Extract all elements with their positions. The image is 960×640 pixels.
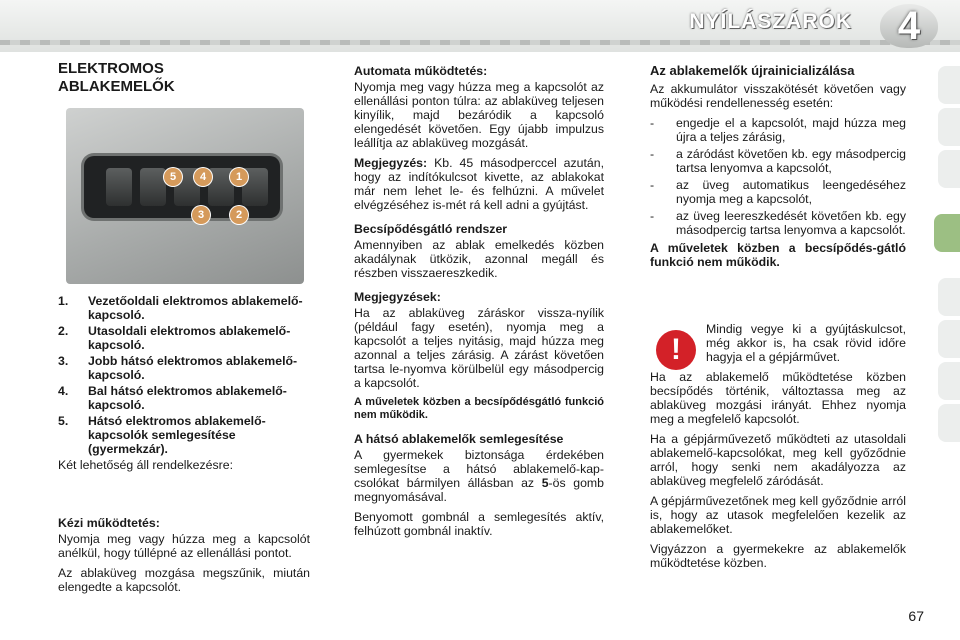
switch-list [58, 294, 310, 456]
callout-badge: 1 [230, 168, 248, 186]
side-tab [938, 362, 960, 400]
manual-section [58, 516, 310, 600]
reinit-steps [650, 116, 906, 237]
anti-pinch-paragraph: Amennyiben az ablak emelkedés közben akadálynak ütközik, azonnal megáll és részben visszaereszkedik. [354, 238, 604, 280]
list-item: - az üveg automatikus leengedéséhez nyomja meg a kapcsolót, [650, 178, 906, 206]
callout-badge: 5 [164, 168, 182, 186]
anti-pinch-title: Becsípődésgátló rendszer [354, 222, 508, 236]
list-item: 5. Hátsó elektromos ablakemelő-kapcsolók semlegesítése (gyermekzár). [58, 414, 266, 456]
body-paragraph: A gépjárművezetőnek meg kell győződnie arról is, hogy az utasok megfelelően kezelik az ablakemelőket. [650, 494, 906, 536]
body-paragraph: Vigyázzon a gyermekekre az ablakemelők működtetése közben. [650, 542, 906, 570]
body-paragraph: Ha a gépjárművezető működteti az utasoldali ablakemelő-kapcsolókat, meg kell győződnie arról, hogy senki nem akadályozza az ablaküveg megfelelő záródását. [650, 432, 906, 488]
rear-paragraph: A gyermekek biztonsága érdekében semlegesítse a hátsó ablakemelő-kap-csolókat bármilyen állásban az 5-ös gomb megnyomásával. [354, 448, 604, 504]
middle-column [354, 64, 604, 544]
list-item: - engedje el a kapcsolót, majd húzza meg újra a teljes zárásig, [650, 116, 906, 144]
left-column [58, 60, 310, 96]
page-header [0, 0, 960, 52]
chapter-title: NYÍLÁSZÁRÓK [689, 10, 852, 33]
switch-5 [106, 168, 132, 206]
page-number: 67 [908, 608, 924, 624]
note-paragraph: Megjegyzés: Kb. 45 másodperccel azután, hogy az indítókulcsot kivette, az ablakokat már nem lehet le- és felhúzni. A művelet elvégzéséhez is-mét rá kell adni a gyújtást. [354, 156, 604, 212]
notes-title: Megjegyzések: [354, 290, 441, 304]
callout-badge: 2 [230, 206, 248, 224]
rear-paragraph: Benyomott gombnál a semlegesítés aktív, felhúzott gombnál inaktív. [354, 510, 604, 538]
side-tab [938, 404, 960, 442]
rear-title: A hátsó ablakemelők semlegesítése [354, 432, 564, 446]
side-tab-active [934, 214, 960, 252]
switch-4 [140, 168, 166, 206]
auto-title: Automata működtetés: [354, 64, 488, 78]
right-column [650, 64, 906, 275]
side-tab [938, 108, 960, 146]
reinit-intro: Az akkumulátor visszakötését követően vagy működési rendellenesség esetén: [650, 82, 906, 110]
window-switch-photo [66, 108, 304, 284]
side-tab [938, 278, 960, 316]
list-item: - az üveg leereszkedését követően kb. egy másodpercig tartsa lenyomva a kapcsolót. [650, 209, 906, 237]
exclamation-icon: ! [656, 330, 696, 370]
manual-paragraph: Az ablaküveg mozgása megszűnik, miután elengedte a kapcsolót. [58, 566, 310, 594]
warning-box [650, 322, 906, 576]
auto-paragraph: Nyomja meg vagy húzza meg a kapcsolót az ellenállási ponton túlra: az ablaküveg teljesen kinyílik, majd bezáródik a kapcsoló elengedését követően. Egy újabb impulzus leállítja az ablaküveg mozgását. [354, 80, 604, 150]
intro-text: Két lehetőség áll rendelkezésre: [58, 458, 233, 472]
notes-warning: A műveletek közben a becsípődésgátló funkció nem működik. [354, 396, 604, 421]
left-column-text [58, 294, 310, 478]
callout-badge: 4 [194, 168, 212, 186]
side-tab [938, 66, 960, 104]
notes-paragraph: Ha az ablaküveg záráskor vissza-nyílik (például fagy esetén), nyomja meg a kapcsolót a teljes nyitásig, majd húzza meg azonnal a teljes zárásig. A zárást követően tartsa le-nyomva körülbelül egy másodpercig a kapcsolót. [354, 306, 604, 390]
header-stripe [0, 40, 960, 45]
manual-paragraph: Nyomja meg vagy húzza meg a kapcsolót anélkül, hogy túllépné az ellenállási pontot. [58, 532, 310, 560]
list-item: - a záródást követően kb. egy másodpercig tartsa lenyomva a kapcsolót, [650, 147, 906, 175]
key-warning: ! Mindig vegye ki a gyújtáskulcsot, még akkor is, ha csak rövid időre hagyja el a gépjárművet. [650, 322, 906, 364]
side-tab [938, 150, 960, 188]
list-item: 3. Jobb hátsó elektromos ablakemelő-kapcsoló. [58, 354, 298, 382]
list-item: 4. Bal hátsó elektromos ablakemelő-kapcsoló. [58, 384, 287, 412]
switch-panel [84, 156, 280, 218]
chapter-number-badge: 4 [880, 4, 938, 48]
body-paragraph: Ha az ablakemelő működtetése közben becsípődés történik, változtassa meg az ablaküveg mozgási irányát. Ehhez nyomja meg a megfelelő kapcsolót. [650, 370, 906, 426]
callout-badge: 3 [192, 206, 210, 224]
manual-title: Kézi működtetés: [58, 516, 160, 530]
section-title: ELEKTROMOS ABLAKEMELŐK [58, 60, 175, 95]
reinit-title: Az ablakemelők újrainicializálása [650, 63, 855, 78]
reinit-warning: A műveletek közben a becsípődés-gátló funkció nem működik. [650, 241, 906, 269]
list-item: 2. Utasoldali elektromos ablakemelő-kapcsoló. [58, 324, 291, 352]
side-tab [938, 320, 960, 358]
list-item: 1. Vezetőoldali elektromos ablakemelő-kapcsoló. [58, 294, 303, 322]
